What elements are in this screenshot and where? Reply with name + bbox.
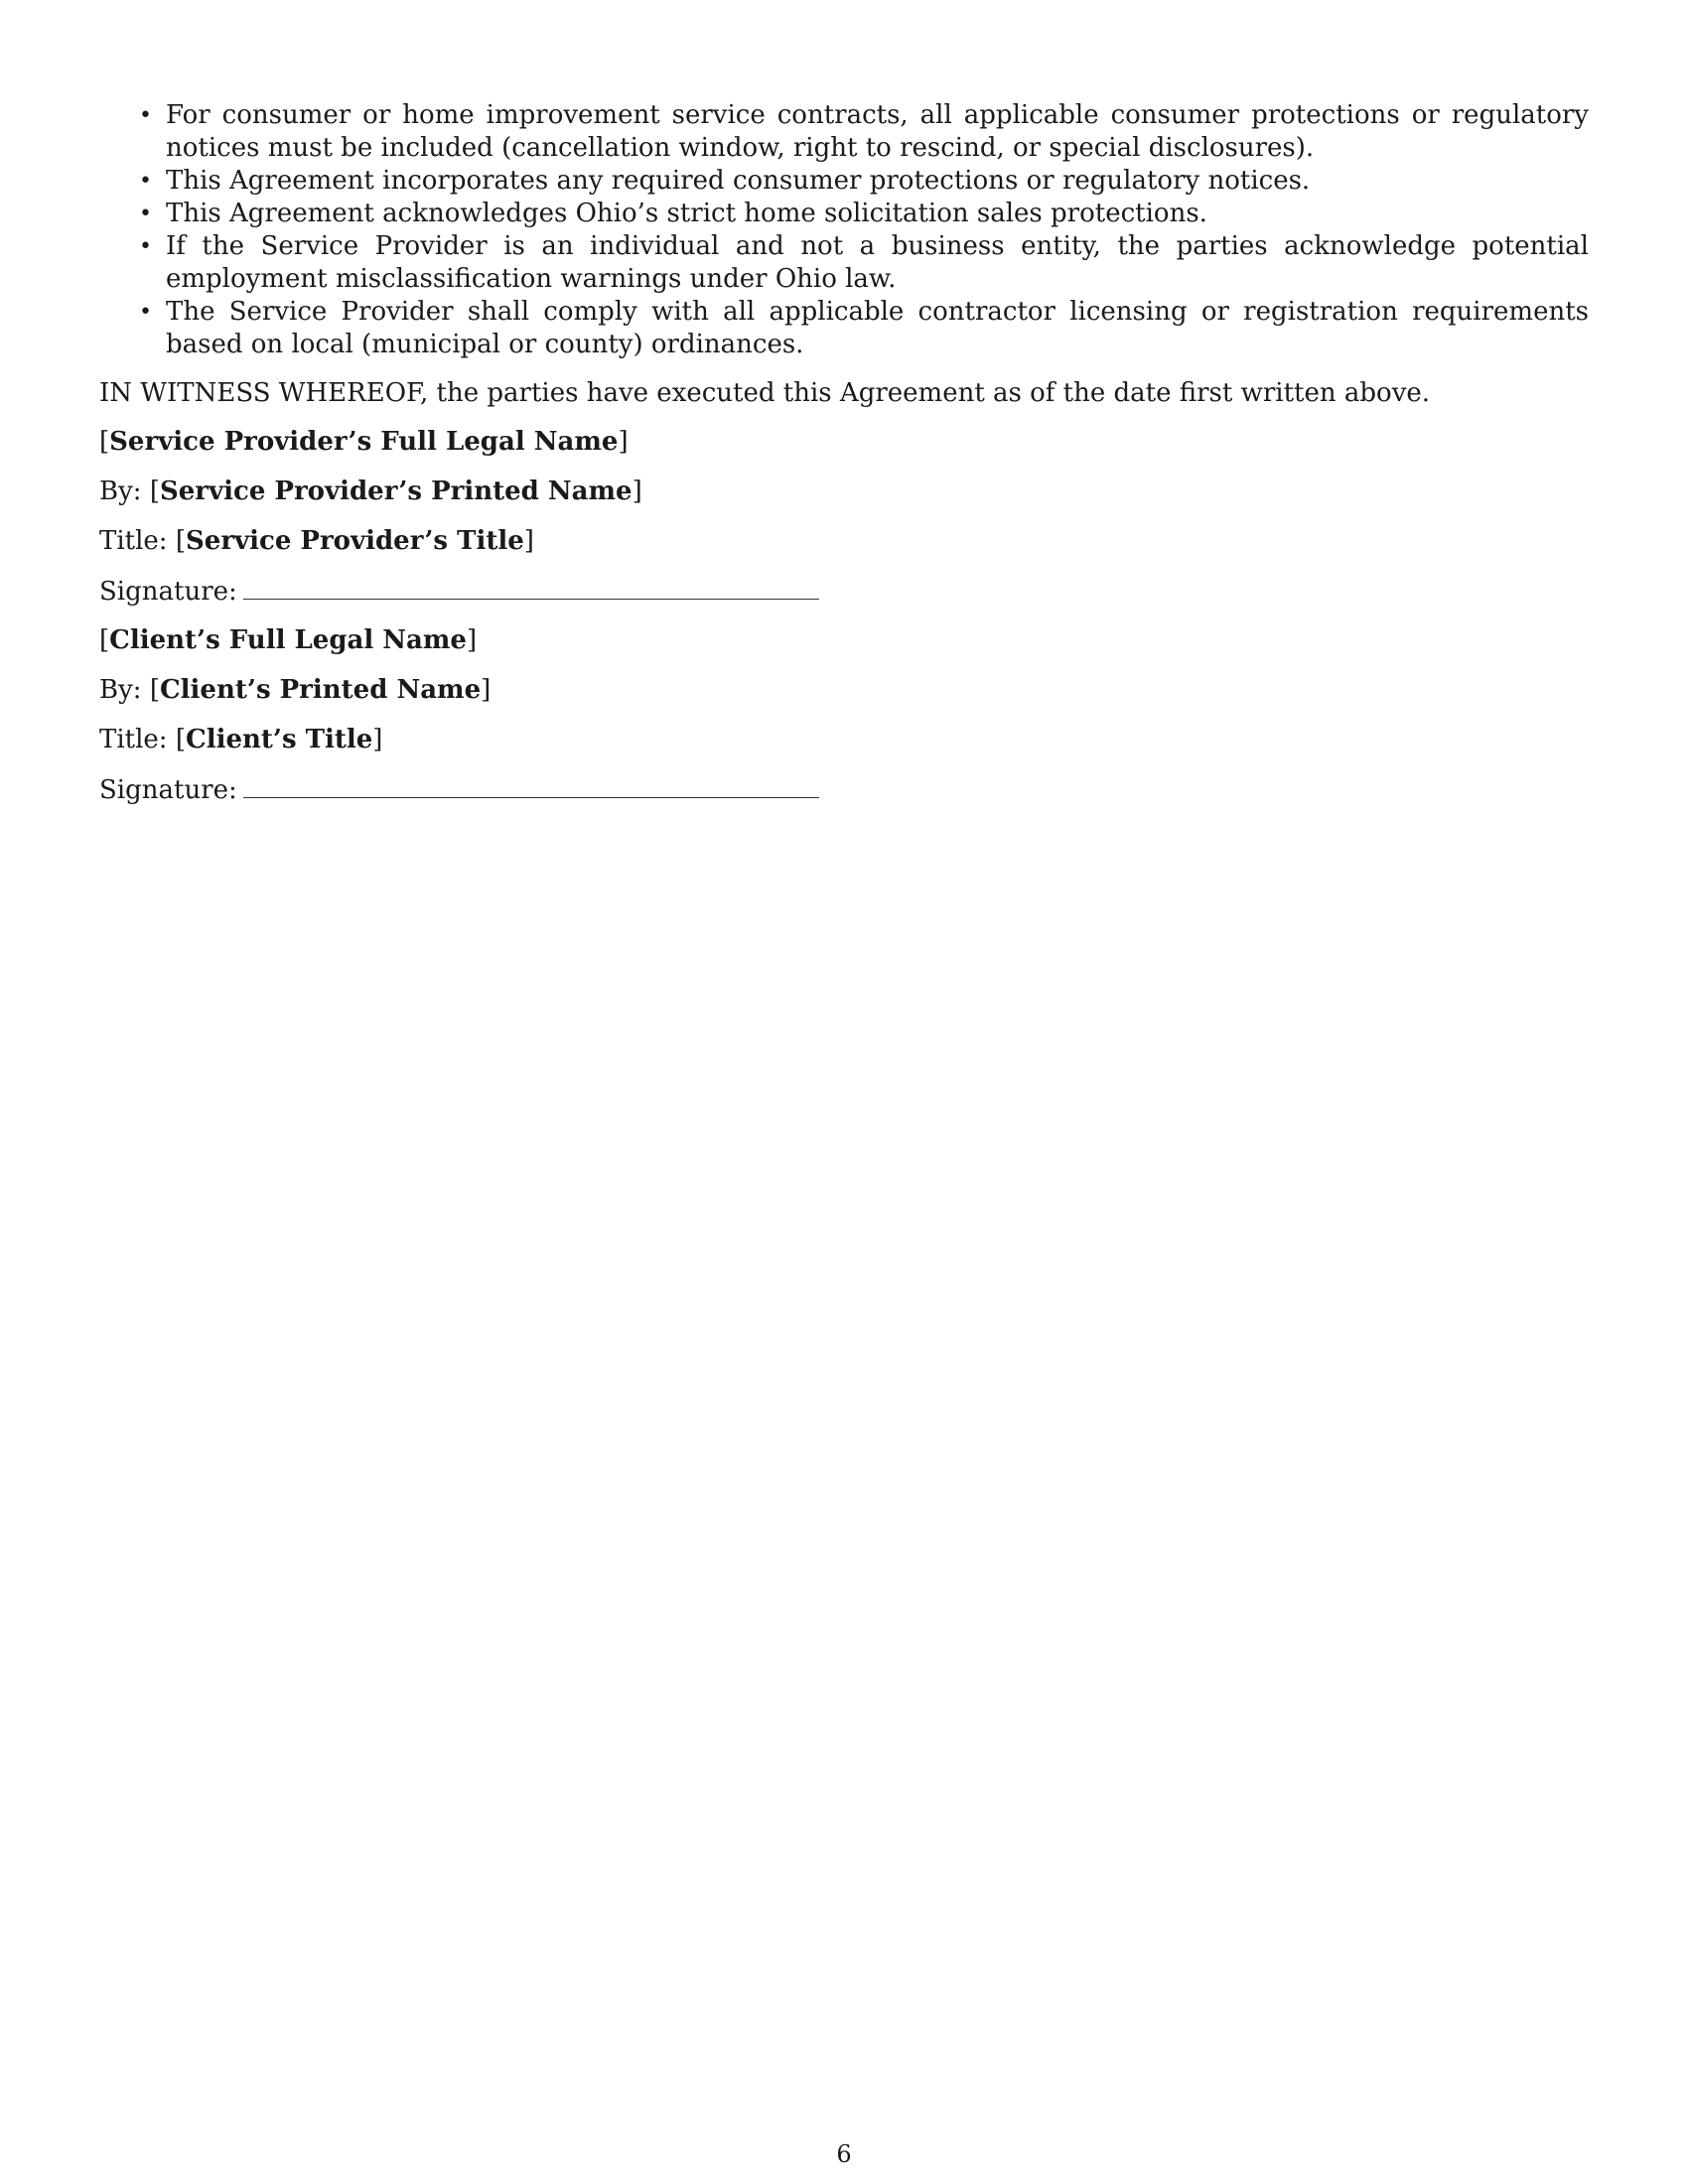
provision-text: The Service Provider shall comply with all applicable contractor licensing or registration requirements based on local (municipal or county) ordinances. [166,297,1589,359]
list-item [139,296,1589,361]
title-label: Title: [99,725,168,754]
witness-clause: IN WITNESS WHEREOF, the parties have executed this Agreement as of the date first written above. [99,378,1431,408]
signature-label: Signature: [99,775,237,805]
provider-by-line [99,476,1589,509]
list-item [139,165,1589,198]
provider-full-legal-name [99,426,1589,460]
open-bracket: [ [175,526,186,556]
provider-name-placeholder: Service Provider’s Full Legal Name [109,427,619,457]
list-item [139,99,1589,165]
title-label: Title: [99,526,168,556]
client-title-line [99,724,1589,757]
client-title-placeholder: Client’s Title [186,725,373,754]
close-bracket: ] [466,625,478,655]
bullet-icon: • [139,103,152,128]
close-bracket: ] [618,427,629,457]
close-bracket: ] [632,477,642,506]
provision-text: This Agreement incorporates any required consumer protections or regulatory notices. [166,166,1311,196]
open-bracket: [ [149,675,160,705]
provider-signature-blank[interactable] [243,575,819,600]
close-bracket: ] [523,526,534,556]
client-by-line [99,674,1589,708]
page-content [99,99,1589,807]
provision-text: For consumer or home improvement service contracts, all applicable consumer protections or regulatory notices must be included (cancellation window, right to rescind, or special disclosures). [166,100,1589,163]
open-bracket: [ [149,477,160,506]
bullet-icon: • [139,234,152,259]
provider-title-line [99,525,1589,559]
open-bracket: [ [175,725,186,754]
provider-printed-name-placeholder: Service Provider’s Printed Name [159,477,633,506]
client-signature-line [99,773,1589,807]
close-bracket: ] [481,675,492,705]
list-item [139,230,1589,296]
open-bracket: [ [99,625,110,655]
signature-label: Signature: [99,577,237,607]
bullet-icon: • [139,202,152,226]
provider-title-placeholder: Service Provider’s Title [186,526,524,556]
bullet-icon: • [139,169,152,194]
client-full-legal-name [99,624,1589,658]
client-printed-name-placeholder: Client’s Printed Name [159,675,482,705]
close-bracket: ] [372,725,383,754]
list-item [139,198,1589,230]
provision-text: This Agreement acknowledges Ohio’s strict home solicitation sales protections. [166,199,1207,228]
provision-text: If the Service Provider is an individual and not a business entity, the parties acknowledge potential employment misclassification warnings under Ohio law. [166,231,1589,294]
by-label: By: [99,477,142,506]
provider-signature-line [99,575,1589,609]
client-name-placeholder: Client’s Full Legal Name [109,625,467,655]
by-label: By: [99,675,142,705]
provisions-list [99,99,1589,361]
page-number: 6 [836,2140,852,2168]
bullet-icon: • [139,300,152,325]
client-signature-blank[interactable] [243,773,819,798]
open-bracket: [ [99,427,110,457]
